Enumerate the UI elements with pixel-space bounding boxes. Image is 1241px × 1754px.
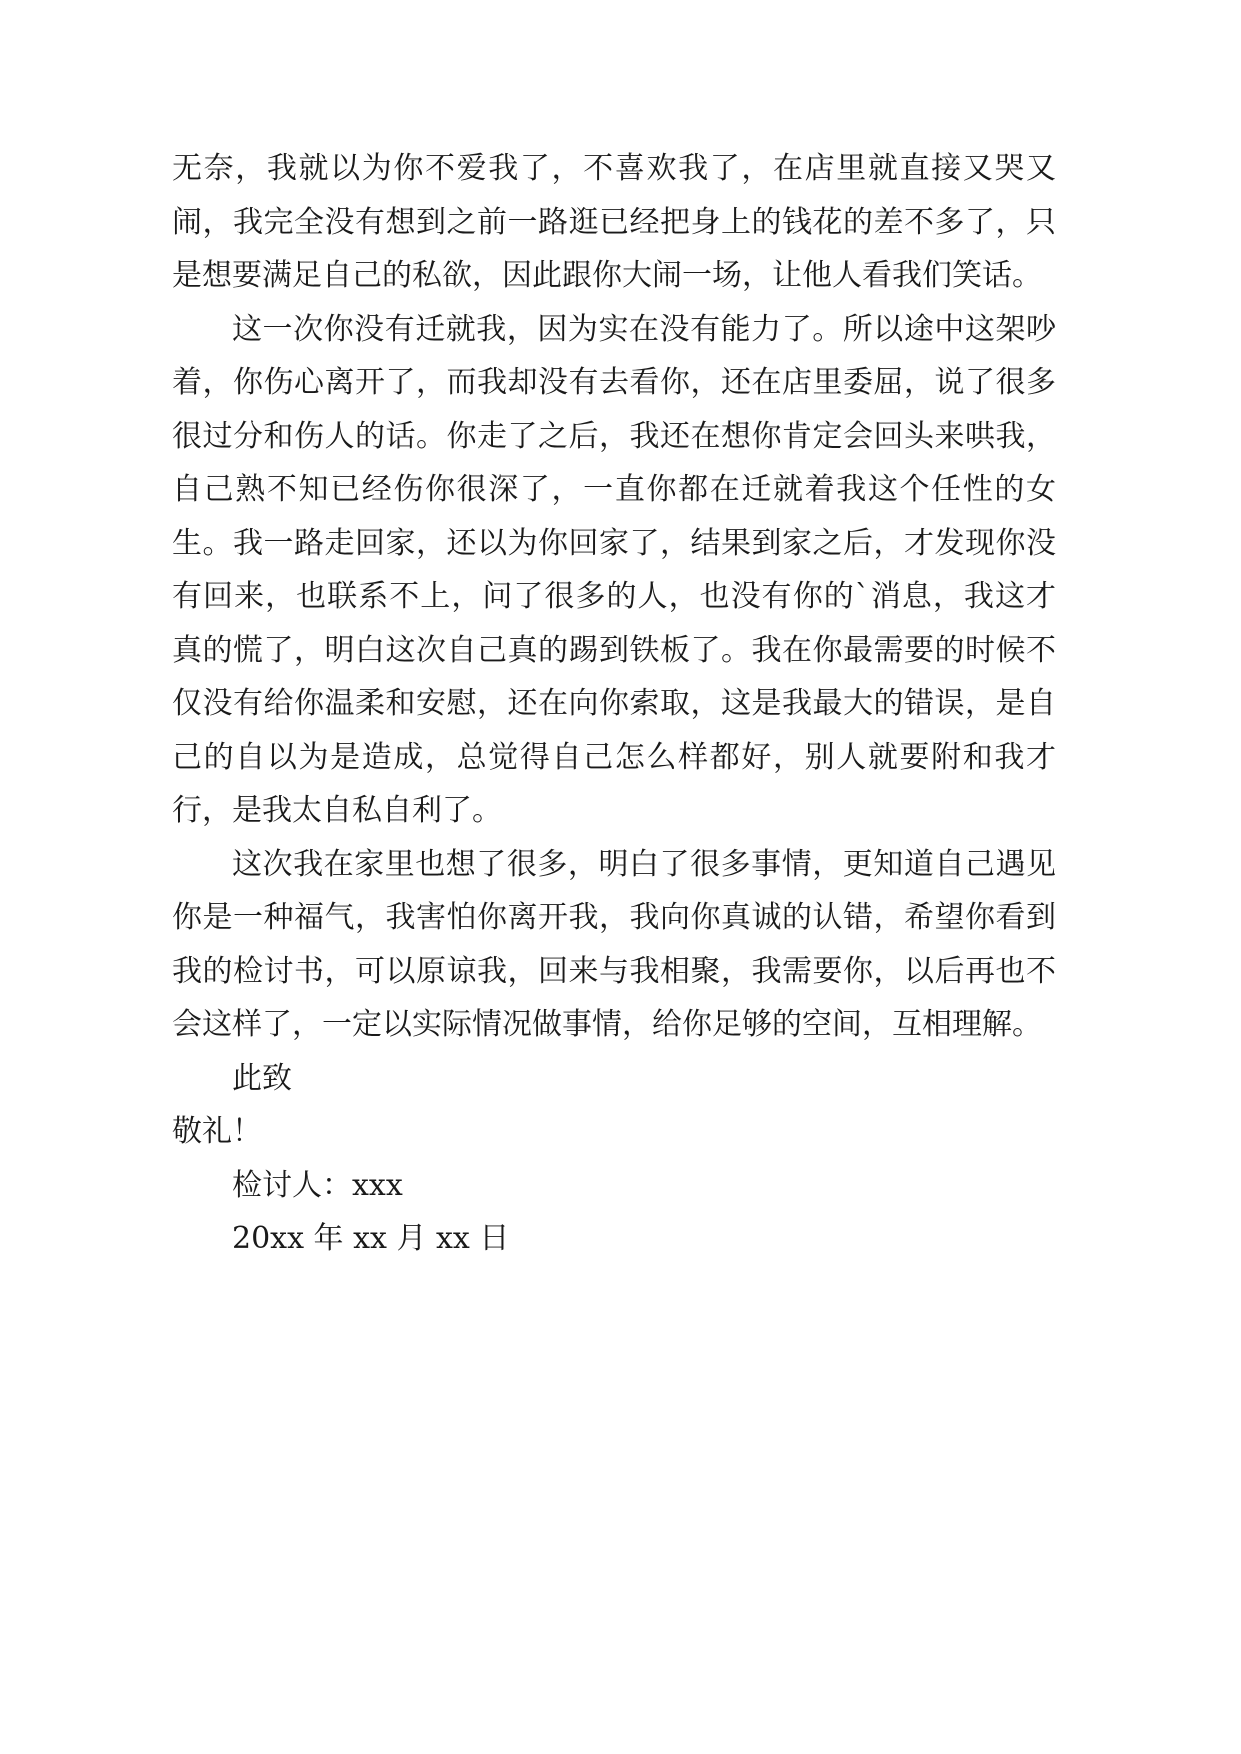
document-page [172, 142, 1056, 1266]
closing-greeting: 此致 [232, 1060, 292, 1096]
closing-salute: 敬礼！ [172, 1114, 262, 1149]
date-line: 20xx 年 xx 月 xx 日 [232, 1221, 510, 1256]
paragraph-continuation: 无奈，我就以为你不爱我了，不喜欢我了，在店里就直接又哭又闹，我完全没有想到之前一路逛已经把身上的钱花的差不多了，只是想要满足自己的私欲，因此跟你大闹一场，让他人看我们笑话。 [172, 151, 1056, 293]
paragraph-reflection: 这次我在家里也想了很多，明白了很多事情，更知道自己遇见你是一种福气，我害怕你离开我，我向你真诚的认错，希望你看到我的检讨书，可以原谅我，回来与我相聚，我需要你，以后再也不会这样了，一定以实际情况做事情，给你足够的空间，互相理解。 [172, 846, 1056, 1042]
paragraph-apology-story: 这一次你没有迁就我，因为实在没有能力了。所以途中这架吵着，你伤心离开了，而我却没有去看你，还在店里委屈，说了很多很过分和伤人的话。你走了之后，我还在想你肯定会回头来哄我，自己熟不知已经伤你很深了，一直你都在迁就着我这个任性的女生。我一路走回家，还以为你回家了，结果到家之后，才发现你没有回来，也联系不上，问了很多的人，也没有你的`消息，我这才真的慌了，明白这次自己真的踢到铁板了。我在你最需要的时候不仅没有给你温柔和安慰，还在向你索取，这是我最大的错误，是自己的自以为是造成，总觉得自己怎么样都好，别人就要附和我才行，是我太自私自利了。 [172, 311, 1056, 828]
signer-line: 检讨人：xxx [232, 1167, 403, 1203]
